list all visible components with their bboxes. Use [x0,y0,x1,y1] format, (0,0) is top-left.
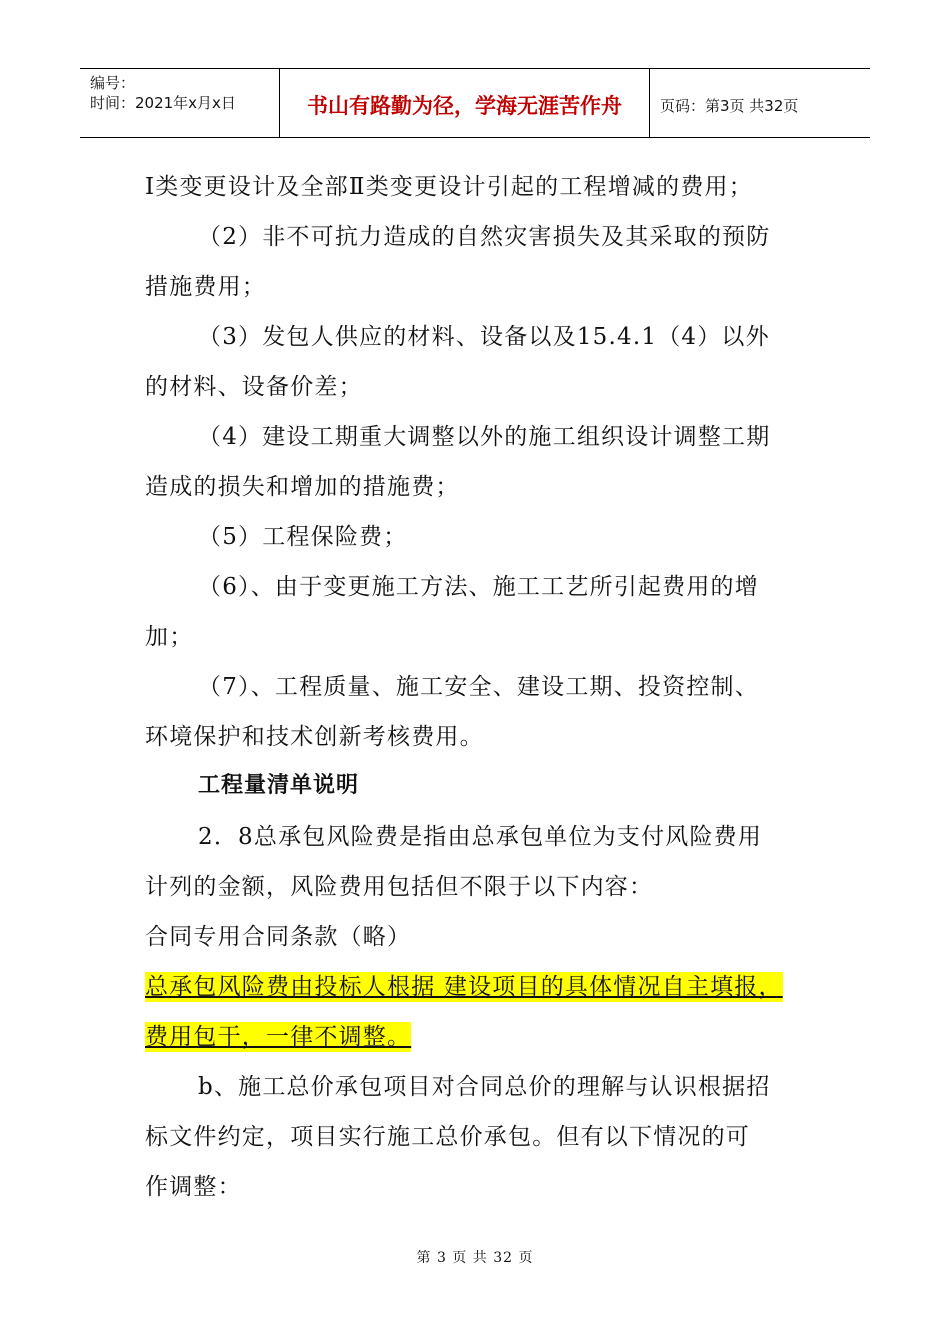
body-line: （4）建设工期重大调整以外的施工组织设计调整工期 [198,424,771,450]
body-line: （2）非不可抗力造成的自然灾害损失及其采取的预防 [198,224,771,250]
body-line: 造成的损失和增加的措施费； [145,474,460,500]
body-line: 环境保护和技术创新考核费用。 [145,724,484,750]
body-line: （3）发包人供应的材料、设备以及15.4.1（4）以外 [198,324,770,350]
body-line: 计列的金额，风险费用包括但不限于以下内容： [145,874,654,900]
highlighted-line [145,1018,411,1051]
number-label: 编号： [90,74,136,92]
time-label: 时间：2021年x月x日 [90,94,236,112]
body-line: 2．8总承包风险费是指由总承包单位为支付风险费用 [198,824,763,850]
body-line: Ⅰ类变更设计及全部Ⅱ类变更设计引起的工程增减的费用； [145,174,753,200]
body-line: 标文件约定，项目实行施工总价承包。但有以下情况的可 [145,1124,750,1150]
body-line: 合同专用合同条款（略） [145,924,412,950]
body-line: 作调整： [145,1174,242,1200]
body-line: 加； [145,624,194,650]
highlight-text: 费用包干，一律不调整。 [145,1024,412,1050]
body-line: 的材料、设备价差； [145,374,363,400]
body-line: （5）工程保险费； [198,524,408,550]
body-line: （7）、工程质量、施工安全、建设工期、投资控制、 [198,674,759,700]
body-line: （6）、由于变更施工方法、施工工艺所引起费用的增 [198,574,759,600]
header-meta [80,69,280,137]
page-footer: 第 3 页 共 32 页 [416,1250,534,1266]
body-line: b、施工总价承包项目对合同总价的理解与认识根据招 [198,1074,771,1100]
highlighted-line [145,968,783,1001]
header-page-info: 页码：第3页 共32页 [660,96,799,115]
highlight-text: 总承包风险费由投标人根据 建设项目的具体情况自主填报， [145,974,783,1000]
page-header [80,68,870,138]
body-line: 措施费用； [145,274,266,300]
header-motto: 书山有路勤为径，学海无涯苦作舟 [280,69,650,137]
section-heading: 工程量清单说明 [198,773,360,798]
